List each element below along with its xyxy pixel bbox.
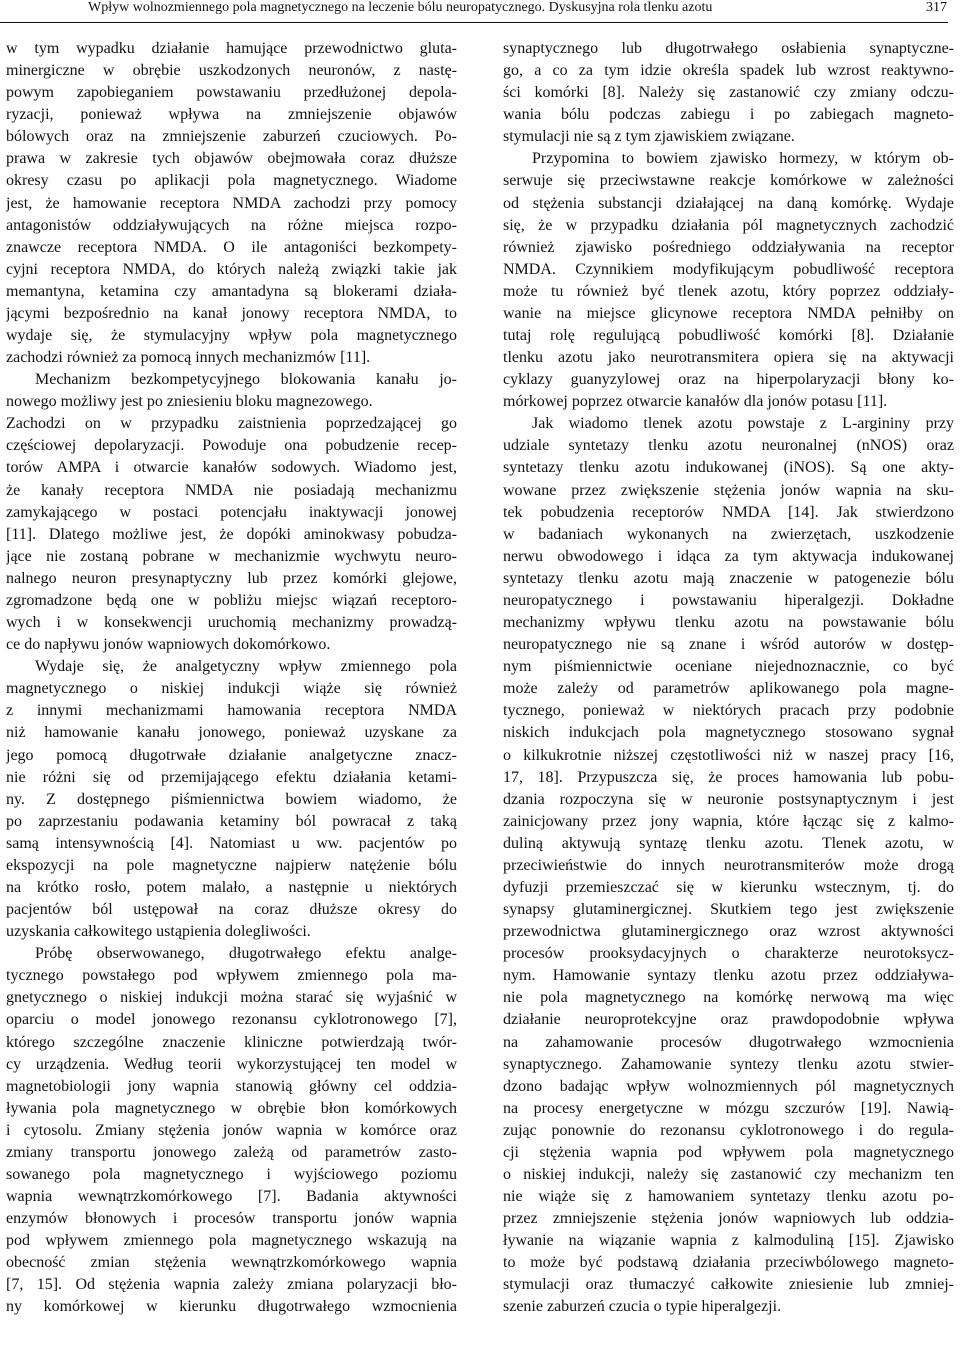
text-line: antagonistów oddziaływujących na różne miejsca rozpo- bbox=[6, 216, 457, 234]
text-line: Mechanizm bezkompetycyjnego blokowania kanału jo- bbox=[35, 371, 457, 389]
text-line: o kilkukrotnie niższej częstotliwości niż w naszej pracy [16, bbox=[503, 746, 954, 764]
text-line: to może być podstawą działania przeciwbólowego magneto- bbox=[503, 1254, 954, 1272]
text-line: sowanego pola magnetycznego i wyjściowego poziomu bbox=[6, 1165, 457, 1183]
text-line: prawa w zakresie tych objawów obejmowała coraz dłuższe bbox=[6, 150, 457, 168]
text-line: [7, 15]. Od stężenia wapnia zależy zmiana polaryzacji bło- bbox=[6, 1276, 457, 1294]
text-line: wydaje się, że stymulacyjny wpływ pola magnetycznego bbox=[6, 327, 457, 345]
text-line: działanie neuroprotekcyjne oraz prawdopodobnie wpływa bbox=[503, 1011, 954, 1029]
text-line: zgromadzone będą one w pobliżu miejsc wiązań receptoro- bbox=[6, 591, 457, 609]
text-line: torów AMPA i otwarcie kanałów sodowych. Wiadomo jest, bbox=[6, 459, 457, 477]
text-line: memantyna, ketamina czy amantadyna są blokerami działa- bbox=[6, 282, 457, 300]
text-line: dyfuzji przemieszczać się w kierunku wstecznym, tj. do bbox=[503, 878, 954, 896]
text-line: stymulacji oraz tłumaczyć całkowite zniesienie lub zmniej- bbox=[503, 1276, 954, 1294]
text-line: ce do napływu jonów wapniowych dokomórkowo. bbox=[6, 636, 331, 654]
text-line: może tu również być tlenek azotu, który poprzez oddziały- bbox=[503, 282, 954, 300]
text-line: synapsy glutaminergicznej. Skutkiem tego jest zwiększenie bbox=[503, 901, 954, 919]
text-line: ływanie na wiązanie wapnia z kalmoduliną [15]. Zjawisko bbox=[503, 1232, 954, 1250]
text-column-left bbox=[6, 38, 457, 1360]
text-line: udziale syntetazy tlenku azotu neuronalnej (nNOS) oraz bbox=[503, 437, 954, 455]
header-divider bbox=[0, 22, 948, 23]
text-line: obecność zmian stężenia wewnątrzkomórkowego wapnia bbox=[6, 1254, 457, 1272]
text-line: nie różni się od przemijającego efektu działania ketami- bbox=[6, 768, 457, 786]
text-line: i cytosolu. Zmiany stężenia jonów wapnia w komórce oraz bbox=[6, 1121, 457, 1139]
text-line: magnetycznego o niskiej indukcji wiąże się również bbox=[6, 680, 457, 698]
text-line: uzyskania całkowitego ustąpienia dolegliwości. bbox=[6, 923, 311, 941]
text-line: szenie zaburzeń czucia o typie hiperalgezji. bbox=[503, 1298, 782, 1316]
text-line: przez zmniejszenie stężenia jonów wapniowych lub oddzia- bbox=[503, 1210, 954, 1228]
text-line: którego szczególne znaczenie kliniczne potwierdzają twór- bbox=[6, 1033, 457, 1051]
text-line: jego pomocą długotrwałe działanie analgetyczne znacz- bbox=[6, 746, 457, 764]
text-line: przeciwieństwie do innych neurotransmiterów może drogą bbox=[503, 856, 954, 874]
text-line: cyklazy guanyzylowej oraz na hiperpolaryzacji błony ko- bbox=[503, 371, 954, 389]
text-line: cji stężenia wapnia pod wpływem pola magnetycznego bbox=[503, 1143, 954, 1161]
text-line: jest, że hamowanie receptora NMDA zachodzi przy pomocy bbox=[6, 194, 457, 212]
text-line: dzania rozpoczyna się w neuronie postsynaptycznym i jest bbox=[503, 790, 954, 808]
page-number: 317 bbox=[926, 0, 947, 15]
text-line: cy urządzenia. Według teorii wykorzystującej ten model w bbox=[6, 1055, 457, 1073]
text-line: ływania pola magnetycznego w obrębie błon komórkowych bbox=[6, 1099, 457, 1117]
text-line: oparciu o model jonowego rezonansu cyklotronowego [7], bbox=[6, 1011, 457, 1029]
text-line: zmiany transportu jonowego zależą od parametrów zasto- bbox=[6, 1143, 457, 1161]
text-line: przewodnictwa glutaminergicznego oraz wzrost aktywności bbox=[503, 923, 954, 941]
text-line: nie wiąże się z hamowaniem syntetazy tlenku azotu po- bbox=[503, 1188, 954, 1206]
text-line: zainicjowany przez jony wapnia, które łącząc się z kalmo- bbox=[503, 812, 954, 830]
text-line: w tym wypadku działanie hamujące przewodnictwo gluta- bbox=[6, 40, 457, 57]
text-line: neuropatycznego nie są znane i wśród autorów w dostęp- bbox=[503, 636, 954, 654]
text-line: tek pobudzenia receptorów NMDA [14]. Jak stwierdzono bbox=[503, 503, 954, 521]
text-line: minergiczne w obrębie uszkodzonych neuronów, z nastę- bbox=[6, 62, 457, 80]
text-line: tycznego powstałego pod wpływem zmiennego pola ma- bbox=[6, 967, 457, 985]
text-line: jące nie zostaną pobrane w mechanizmie wychwytu neuro- bbox=[6, 547, 457, 565]
text-line: częściowej depolaryzacji. Powoduje ona pobudzenie recep- bbox=[6, 437, 457, 455]
text-line: synaptycznego lub długotrwałego osłabienia synaptyczne- bbox=[503, 40, 954, 57]
text-line: samą intensywnością [4]. Natomiast u ww. pacjentów po bbox=[6, 834, 457, 852]
text-line: gnetycznego o niskiej indukcji można starać się wyjaśnić w bbox=[6, 989, 457, 1007]
text-line: na krótko rosło, potem malało, a następnie u niektórych bbox=[6, 878, 457, 896]
text-line: wowane przez zwiększenie stężenia jonów wapnia na sku- bbox=[503, 481, 954, 499]
text-line: może zależy od parametrów aplikowanego pola magne- bbox=[503, 680, 954, 698]
text-line: ryzacji, ponieważ wpływa na zmniejszenie objawów bbox=[6, 106, 457, 124]
text-line: mórkowej poprzez otwarcie kanałów dla jonów potasu [11]. bbox=[503, 393, 888, 411]
text-line: niż hamowanie kanału jonowego, ponieważ uzyskane za bbox=[6, 724, 457, 742]
text-line: Zachodzi on w przypadku zaistnienia poprzedzającej go bbox=[6, 415, 457, 433]
text-line: go, a co za tym idzie określa spadek lub wzrost reaktywno- bbox=[503, 62, 954, 80]
text-line: również zjawisko pośredniego oddziaływania na receptor bbox=[503, 238, 954, 256]
text-line: Jak wiadomo tlenek azotu powstaje z L-argininy przy bbox=[532, 415, 954, 433]
text-line: mechanizmy wpływu tlenku azotu na powstawanie bólu bbox=[503, 614, 954, 632]
text-line: wych i w konsekwencji uruchomią mechanizmy prowadzą- bbox=[6, 614, 457, 632]
text-line: zachodzi również za pomocą innych mechanizmów [11]. bbox=[6, 349, 371, 367]
running-title: Wpływ wolnozmiennego pola magnetycznego na leczenie bólu neuropatycznego. Dyskusyjna rola tlenku azotu bbox=[88, 0, 713, 15]
text-line: cyjni receptora NMDA, do których należą związki takie jak bbox=[6, 260, 457, 278]
text-line: w badaniach wykonanych na zwierzętach, uszkodzenie bbox=[503, 525, 954, 543]
text-line: pod wpływem zmiennego pola magnetycznego wskazują na bbox=[6, 1232, 457, 1250]
text-line: NMDA. Czynnikiem modyfikującym pobudliwość receptora bbox=[503, 260, 954, 278]
text-line: tycznego, ponieważ w niektórych pracach przy podobnie bbox=[503, 702, 954, 720]
text-line: enzymów błonowych i procesów transportu jonów wapnia bbox=[6, 1210, 457, 1228]
text-line: że kanały receptora NMDA nie posiadają mechanizmu bbox=[6, 481, 457, 499]
text-line: bólowych oraz na zmniejszenie zaburzeń czuciowych. Po- bbox=[6, 128, 457, 146]
text-line: powym zapobieganiem powstawaniu przedłużonej depola- bbox=[6, 84, 457, 102]
text-line: [11]. Dlatego możliwe jest, że dopóki aminokwasy pobudza- bbox=[6, 525, 457, 543]
text-line: tutaj rolę regulującą pobudliwość komórki [8]. Działanie bbox=[503, 327, 954, 345]
text-line: wanie na miejsce glicynowe receptora NMDA pełniłby on bbox=[503, 304, 954, 322]
text-line: po zaprzestaniu podawania ketaminy ból powracał z taką bbox=[6, 812, 457, 830]
text-line: się, że w przypadku działania pól magnetycznych zachodzić bbox=[503, 216, 954, 234]
text-line: 17, 18]. Przypuszcza się, że proces hamowania lub pobu- bbox=[503, 768, 954, 786]
text-line: ny. Z dostępnego piśmiennictwa bowiem wiadomo, że bbox=[6, 790, 457, 808]
text-line: procesów prooksydacyjnych o charakterze neurotoksycz- bbox=[503, 945, 954, 963]
text-line: ekspozycji na pole magnetyczne najpierw natężenie bólu bbox=[6, 856, 457, 874]
text-line: nym piśmiennictwie oceniane niejednoznacznie, co być bbox=[503, 658, 954, 676]
text-line: pacjentów ból ustępował na coraz dłuższe okresy do bbox=[6, 901, 457, 919]
text-line: na procesy energetyczne w mózgu szczurów [19]. Nawią- bbox=[503, 1099, 954, 1117]
text-line: zamykającego w postaci potencjału inaktywacji jonowej bbox=[6, 503, 457, 521]
text-line: magnetobiologii jony wapnia stanowią główny cel oddzia- bbox=[6, 1077, 457, 1095]
text-line: nym. Hamowanie syntazy tlenku azotu przez oddziaływa- bbox=[503, 967, 954, 985]
text-line: nie pola magnetycznego na komórkę nerwową ma więc bbox=[503, 989, 954, 1007]
text-line: Przypomina to bowiem zjawisko hormezy, w którym ob- bbox=[532, 150, 954, 168]
text-line: tlenku azotu jako neurotransmitera opiera się na aktywacji bbox=[503, 349, 954, 367]
text-line: Wydaje się, że analgetyczny wpływ zmiennego pola bbox=[35, 658, 457, 676]
text-line: jącymi bezpośrednio na kanał jonowy receptora NMDA, to bbox=[6, 304, 457, 322]
text-line: ści komórki [8]. Należy się zastanowić czy zmiany odczu- bbox=[503, 84, 954, 102]
text-line: wapnia wewnątrzkomórkowego [7]. Badania aktywności bbox=[6, 1188, 457, 1206]
text-line: syntetazy tlenku azotu mają znaczenie w patogenezie bólu bbox=[503, 569, 954, 587]
text-line: niskich indukcjach pola magnetycznego stosowano sygnał bbox=[503, 724, 954, 742]
text-line: nerwu obwodowego i idąca za tym aktywacja indukowanej bbox=[503, 547, 954, 565]
text-line: okresy czasu po aplikacji pola magnetycznego. Wiadome bbox=[6, 172, 457, 190]
text-line: serwuje się przeciwstawne reakcje komórkowe w zależności bbox=[503, 172, 954, 190]
text-line: z innymi mechanizmami hamowania receptora NMDA bbox=[6, 702, 457, 720]
text-line: nowego możliwy jest po zniesieniu bloku magnezowego. bbox=[6, 393, 373, 411]
text-line: o niskiej indukcji, należy się zastanowić czy mechanizm ten bbox=[503, 1165, 954, 1183]
text-line: stymulacji nie są z tym zjawiskiem związane. bbox=[503, 128, 795, 146]
text-line: zując ponownie do rezonansu cyklotronowego i do regula- bbox=[503, 1121, 954, 1139]
text-line: Próbę obserwowanego, długotrwałego efektu analge- bbox=[35, 945, 457, 963]
text-column-right bbox=[503, 38, 954, 1360]
running-header bbox=[0, 0, 960, 22]
text-line: od stężenia substancji działającej na daną komórkę. Wydaje bbox=[503, 194, 954, 212]
text-line: na zahamowanie procesów długotrwałego wzmocnienia bbox=[503, 1033, 954, 1051]
text-line: synaptycznego. Zahamowanie syntezy tlenku azotu stwier- bbox=[503, 1055, 954, 1073]
text-line: ny komórkowej w kierunku długotrwałego wzmocnienia bbox=[6, 1298, 457, 1316]
text-line: dzono badając wpływ wolnozmiennych pól magnetycznych bbox=[503, 1077, 954, 1095]
text-line: duliną aktywują syntazę tlenku azotu. Tlenek azotu, w bbox=[503, 834, 954, 852]
text-line: syntetazy tlenku azotu indukowanej (iNOS). Są one akty- bbox=[503, 459, 954, 477]
text-line: znawcze receptora NMDA. O ile antagoniści bezkompety- bbox=[6, 238, 457, 256]
text-line: wania bólu podczas zabiegu i po zabiegach magneto- bbox=[503, 106, 954, 124]
text-line: neuropatycznego i powstawaniu hiperalgezji. Dokładne bbox=[503, 591, 954, 609]
text-line: nalnego neuron presynaptyczny lub przez komórki glejowe, bbox=[6, 569, 457, 587]
